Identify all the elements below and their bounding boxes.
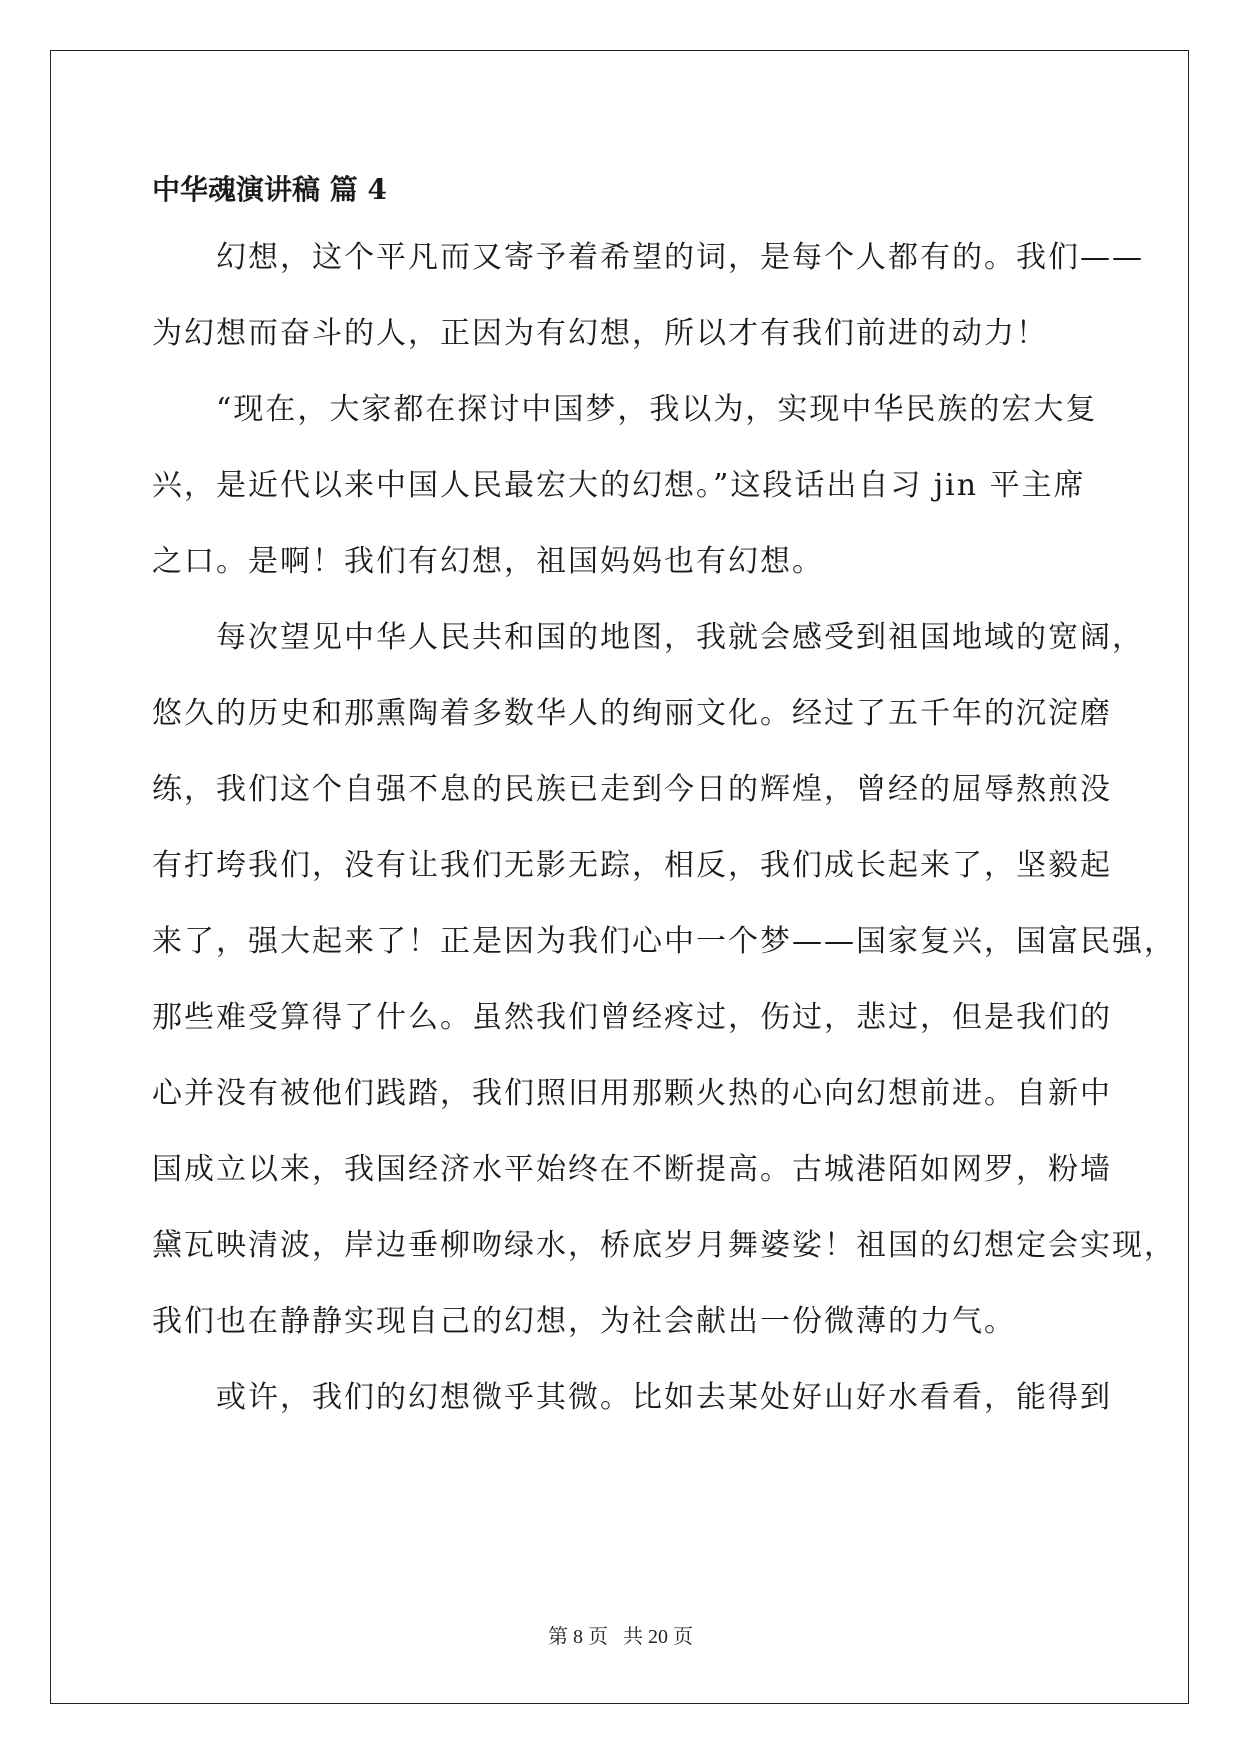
page-number: 第 8 页 [548,1626,608,1648]
paragraph [152,600,1176,1360]
paragraph-line: 之口。是啊！我们有幻想，祖国妈妈也有幻想。 [152,544,824,579]
paragraph-line: 练，我们这个自强不息的民族已走到今日的辉煌，曾经的屈辱熬煎没 [152,772,1112,807]
paragraph [152,372,1098,600]
paragraph-line: 为幻想而奋斗的人，正因为有幻想，所以才有我们前进的动力！ [152,316,1048,351]
paragraph-line: 国成立以来，我国经济水平始终在不断提高。古城港陌如网罗，粉墙 [152,1152,1112,1187]
paragraph-line: 我们也在静静实现自己的幻想，为社会献出一份微薄的力气。 [152,1304,1016,1339]
paragraph-line: 或许，我们的幻想微乎其微。比如去某处好山好水看看，能得到 [216,1380,1112,1415]
page-total: 共 20 页 [623,1626,693,1648]
paragraph-line: 兴，是近代以来中国人民最宏大的幻想。”这段话出自习 jin 平主席 [152,468,1086,503]
paragraph-line: 每次望见中华人民共和国的地图，我就会感受到祖国地域的宽阔， [216,620,1144,655]
paragraph-line: 悠久的历史和那熏陶着多数华人的绚丽文化。经过了五千年的沉淀磨 [152,696,1112,731]
paragraph-line: 那些难受算得了什么。虽然我们曾经疼过，伤过，悲过，但是我们的 [152,1000,1112,1035]
paragraph [152,1360,1112,1436]
paragraph [152,220,1144,372]
page-footer [0,1620,1241,1649]
paragraph-list [152,220,1176,1436]
paragraph-line: “现在，大家都在探讨中国梦，我以为，实现中华民族的宏大复 [216,392,1098,427]
paragraph-line: 黛瓦映清波，岸边垂柳吻绿水，桥底岁月舞婆娑！祖国的幻想定会实现， [152,1228,1176,1263]
document-body [152,160,1176,1436]
paragraph-line: 有打垮我们，没有让我们无影无踪，相反，我们成长起来了，坚毅起 [152,848,1112,883]
paragraph-line: 来了，强大起来了！正是因为我们心中一个梦——国家复兴，国富民强， [152,924,1176,959]
document-heading: 中华魂演讲稿 篇 4 [152,173,387,206]
paragraph-line: 幻想，这个平凡而又寄予着希望的词，是每个人都有的。我们—— [216,240,1144,275]
paragraph-line: 心并没有被他们践踏，我们照旧用那颗火热的心向幻想前进。自新中 [152,1076,1112,1111]
